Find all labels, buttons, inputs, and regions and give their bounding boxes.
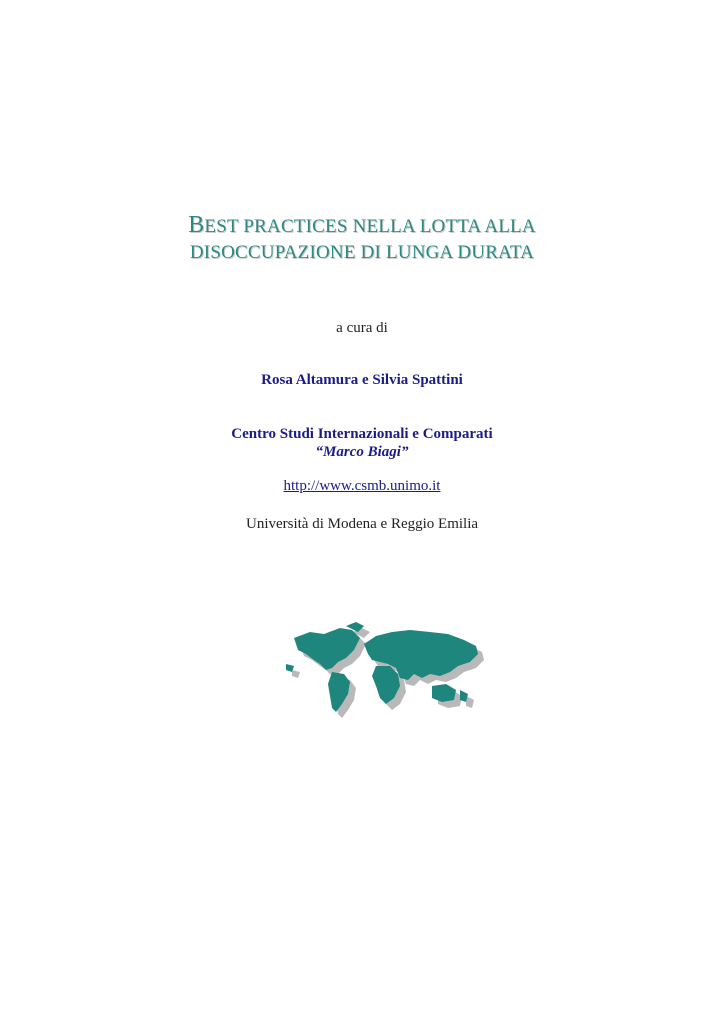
- website-line: [0, 478, 724, 495]
- title-line-2: DISOCCUPAZIONE DI LUNGA DURATA: [189, 242, 535, 263]
- title-line-1-text: EST PRACTICES NELLA LOTTA ALLA: [204, 216, 536, 237]
- title-initial: B: [188, 212, 205, 238]
- university: Università di Modena e Reggio Emilia: [245, 516, 479, 532]
- world-map-icon: [280, 620, 500, 730]
- world-map-graphic: [280, 620, 500, 730]
- authors: Rosa Altamura e Silvia Spattini: [261, 372, 463, 388]
- title-line-1: [0, 212, 724, 239]
- website-link[interactable]: http://www.csmb.unimo.it: [283, 478, 441, 494]
- center-name: Centro Studi Internazionali e Comparati: [231, 426, 493, 442]
- center-subtitle: “Marco Biagi”: [315, 444, 409, 460]
- editor-label: a cura di: [336, 320, 388, 336]
